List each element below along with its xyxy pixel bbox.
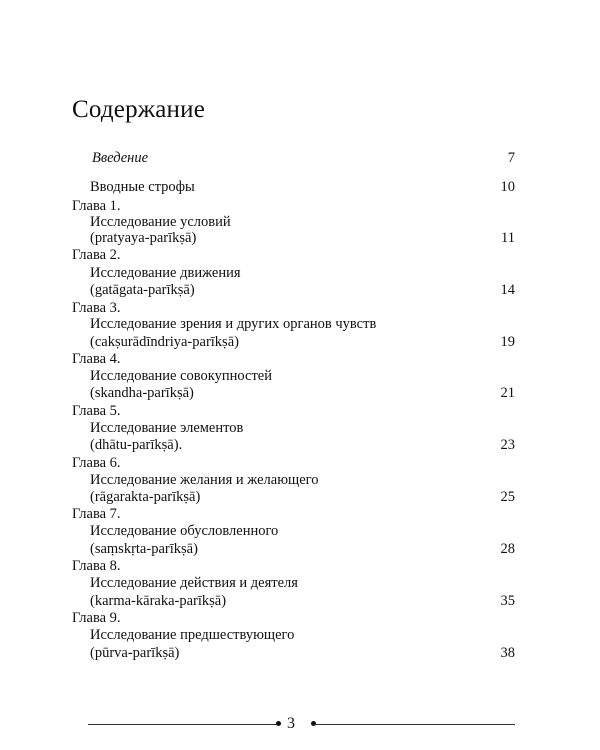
toc-chapter-9-title: Исследование предшествующего: [90, 627, 295, 643]
toc-chapter-6-title: Исследование желания и желающего: [90, 472, 319, 488]
toc-chapter-6-page: 25: [500, 489, 515, 505]
toc-chapter-5-title: Исследование элементов: [90, 420, 244, 436]
toc-chapter-2-sanskrit: (gatāgata-parīkṣā): [90, 282, 195, 298]
toc-chapter-2-page: 14: [500, 282, 515, 298]
toc-verses-label: Вводные строфы: [90, 179, 195, 195]
toc-chapter-2-title: Исследование движения: [90, 265, 241, 281]
footer-dot-left: [276, 721, 281, 726]
toc-chapter-3-title: Исследование зрения и других органов чувств: [90, 316, 377, 332]
toc-chapter-3-page: 19: [500, 334, 515, 350]
toc-chapter-8-page: 35: [500, 593, 515, 609]
toc-chapter-9-page: 38: [500, 645, 515, 661]
toc-chapter-9-number: Глава 9.: [72, 610, 121, 626]
toc-chapter-1-page: 11: [501, 230, 515, 246]
toc-chapter-4-page: 21: [500, 385, 515, 401]
toc-chapter-1-sanskrit: (pratyaya-parīkṣā): [90, 230, 197, 246]
toc-chapter-5-number: Глава 5.: [72, 403, 121, 419]
page-title: Содержание: [72, 96, 205, 123]
toc-chapter-4-sanskrit: (skandha-parīkṣā): [90, 385, 194, 401]
toc-chapter-7-sanskrit: (saṃskṛta-parīkṣā): [90, 541, 198, 557]
toc-intro-page: 7: [507, 150, 515, 166]
toc-chapter-3-sanskrit: (cakṣurādīndriya-parīkṣā): [90, 334, 239, 350]
toc-chapter-7-number: Глава 7.: [72, 506, 121, 522]
toc-verses-page: 10: [500, 179, 515, 195]
toc-chapter-5-page: 23: [500, 437, 515, 453]
toc-chapter-2-number: Глава 2.: [72, 247, 121, 263]
toc-chapter-5-sanskrit: (dhātu-parīkṣā).: [90, 437, 183, 453]
page-number: 3: [287, 715, 295, 732]
toc-chapter-9-sanskrit: (pūrva-parīkṣā): [90, 645, 180, 661]
toc-chapter-3-number: Глава 3.: [72, 300, 121, 316]
toc-chapter-4-title: Исследование совокупностей: [90, 368, 272, 384]
toc-chapter-6-sanskrit: (rāgarakta-parīkṣā): [90, 489, 201, 505]
footer-rule-right: [315, 724, 515, 725]
toc-chapter-7-title: Исследование обусловленного: [90, 523, 279, 539]
toc-chapter-4-number: Глава 4.: [72, 351, 121, 367]
footer-rule-left: [88, 724, 278, 725]
toc-chapter-8-number: Глава 8.: [72, 558, 121, 574]
toc-chapter-1-number: Глава 1.: [72, 198, 121, 214]
toc-intro-label: Введение: [92, 150, 149, 166]
toc-chapter-8-sanskrit: (karma-kāraka-parīkṣā): [90, 593, 227, 609]
toc-chapter-8-title: Исследование действия и деятеля: [90, 575, 298, 591]
toc-chapter-1-title: Исследование условий: [90, 214, 231, 230]
toc-chapter-6-number: Глава 6.: [72, 455, 121, 471]
toc-chapter-7-page: 28: [500, 541, 515, 557]
